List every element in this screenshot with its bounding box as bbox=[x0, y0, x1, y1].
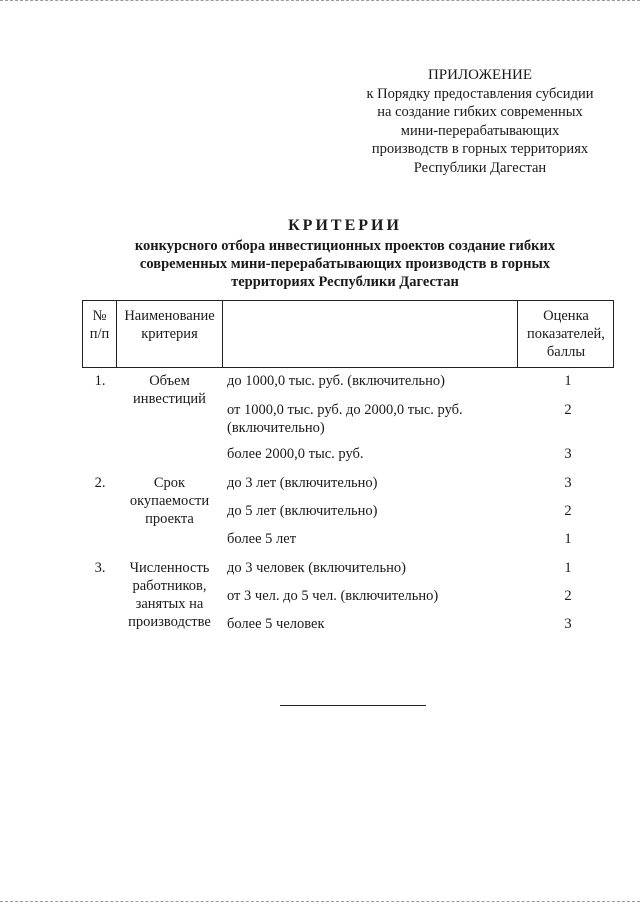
appendix-line: к Порядку предоставления субсидии bbox=[366, 85, 594, 102]
criterion-line: Срок bbox=[153, 475, 186, 491]
score-value: 3 bbox=[564, 475, 572, 491]
score-value: 1 bbox=[564, 560, 572, 576]
row-criterion bbox=[117, 559, 222, 631]
row-criterion bbox=[117, 372, 222, 408]
appendix-line: производств в горных территориях bbox=[371, 141, 589, 157]
row-number: 3. bbox=[94, 560, 106, 576]
column-divider bbox=[222, 300, 223, 368]
document-title bbox=[100, 215, 590, 291]
criterion-line: проекта bbox=[145, 511, 194, 527]
indicator-text: более 5 человек bbox=[227, 616, 325, 632]
indicator-text: от 3 чел. до 5 чел. (включительно) bbox=[227, 588, 439, 604]
appendix-block bbox=[340, 66, 620, 177]
header-number bbox=[83, 307, 116, 343]
header-criterion bbox=[117, 307, 222, 343]
indicator-text: более 2000,0 тыс. руб. bbox=[227, 446, 364, 462]
header-score-line: Оценка bbox=[543, 308, 589, 324]
indicator-text: до 3 лет (включительно) bbox=[227, 475, 378, 491]
score-value: 2 bbox=[564, 402, 572, 418]
header-criterion-line: критерия bbox=[141, 326, 198, 342]
header-criterion-line: Наименование bbox=[124, 308, 215, 324]
closing-rule bbox=[280, 705, 426, 706]
criterion-line: окупаемости bbox=[129, 493, 210, 509]
appendix-line: мини-перерабатывающих bbox=[400, 122, 560, 139]
score-value: 1 bbox=[564, 373, 572, 389]
indicator-text bbox=[227, 401, 517, 437]
criterion-line: инвестиций bbox=[133, 391, 206, 407]
score-value: 2 bbox=[564, 588, 572, 604]
indicator-line: (включительно) bbox=[227, 420, 325, 436]
header-score-line: баллы bbox=[546, 344, 586, 360]
title-line: современных мини-перерабатывающих производств в горных bbox=[139, 256, 551, 272]
criterion-line: производстве bbox=[128, 614, 211, 630]
criterion-line: Численность bbox=[129, 560, 210, 576]
header-score bbox=[518, 307, 614, 361]
appendix-heading: ПРИЛОЖЕНИЕ bbox=[427, 67, 533, 83]
scan-edge-bottom bbox=[0, 901, 640, 904]
indicator-text: до 1000,0 тыс. руб. (включительно) bbox=[227, 373, 446, 389]
row-number: 2. bbox=[94, 475, 106, 491]
score-value: 1 bbox=[564, 531, 572, 547]
criterion-line: Объем bbox=[149, 373, 190, 389]
row-number: 1. bbox=[94, 373, 106, 389]
criterion-line: работников, bbox=[132, 578, 207, 594]
criterion-line: занятых на bbox=[135, 596, 204, 612]
header-number-line: п/п bbox=[89, 326, 110, 342]
indicator-text: до 3 человек (включительно) bbox=[227, 560, 406, 576]
title-word: КРИТЕРИИ bbox=[288, 217, 402, 234]
header-score-line: показателей, bbox=[527, 326, 605, 342]
indicator-text: до 5 лет (включительно) bbox=[227, 503, 378, 519]
header-number-line: № bbox=[92, 308, 107, 324]
row-criterion bbox=[117, 474, 222, 528]
score-value: 3 bbox=[564, 446, 572, 462]
indicator-text: более 5 лет bbox=[227, 531, 297, 547]
scan-edge-top bbox=[0, 0, 640, 3]
appendix-line: Республики Дагестан bbox=[413, 159, 547, 176]
appendix-line: на создание гибких современных bbox=[377, 104, 583, 120]
title-line: территориях Республики Дагестан bbox=[231, 274, 459, 290]
title-line: конкурсного отбора инвестиционных проектов создание гибких bbox=[134, 238, 556, 254]
indicator-line: от 1000,0 тыс. руб. до 2000,0 тыс. руб. bbox=[227, 402, 463, 418]
score-value: 3 bbox=[564, 616, 572, 632]
score-value: 2 bbox=[564, 503, 572, 519]
